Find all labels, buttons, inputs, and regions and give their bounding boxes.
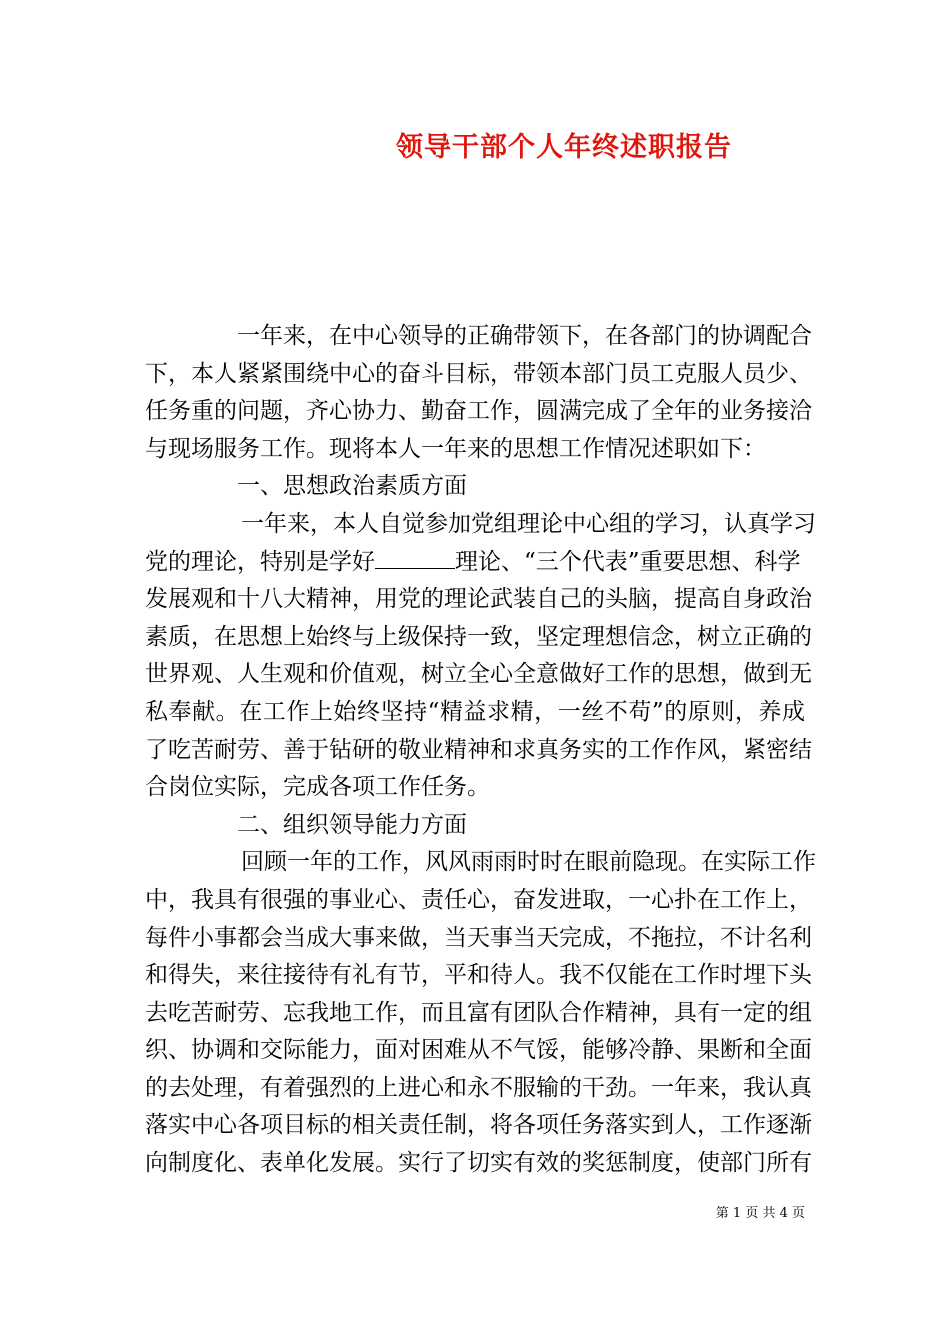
paragraph-line: 落实中心各项目标的相关责任制，将各项任务落实到人，工作逐渐: [145, 1112, 812, 1139]
paragraph-line: 每件小事都会当成大事来做，当天事当天完成，不拖拉，不计名利: [145, 924, 812, 951]
page-number-footer: 第 1 页 共 4 页: [715, 1206, 805, 1221]
paragraph-line: 回顾一年的工作，风风雨雨时时在眼前隐现。在实际工作: [241, 849, 816, 876]
document-body: [145, 318, 816, 1183]
paragraph-line: 世界观、人生观和价值观，树立全心全意做好工作的思想，做到无: [145, 661, 812, 688]
paragraph-fragment: 党的理论，特别是学好: [145, 548, 375, 575]
paragraph-line: 的去处理，有着强烈的上进心和永不服输的干劲。一年来，我认真: [145, 1074, 812, 1101]
paragraph-line: 私奉献。在工作上始终坚持“精益求精，一丝不苟”的原则，养成: [145, 698, 805, 725]
section-heading-2: 二、组织领导能力方面: [237, 811, 467, 838]
paragraph-line: 向制度化、表单化发展。实行了切实有效的奖惩制度，使部门所有: [145, 1150, 812, 1177]
paragraph-line: 去吃苦耐劳、忘我地工作，而且富有团队合作精神，具有一定的组: [145, 999, 812, 1026]
paragraph-line: 一年来，在中心领导的正确带领下，在各部门的协调配合: [237, 323, 812, 349]
paragraph-line-with-blank: [145, 544, 805, 582]
paragraph-line: 发展观和十八大精神，用党的理论武装自己的头脑，提高自身政治: [145, 586, 812, 613]
paragraph-line: 了吃苦耐劳、善于钻研的敬业精神和求真务实的工作作风，紧密结: [145, 736, 812, 763]
paragraph-line: 任务重的问题，齐心协力、勤奋工作，圆满完成了全年的业务接洽: [145, 398, 812, 425]
paragraph-line: 下，本人紧紧围绕中心的奋斗目标，带领本部门员工克服人员少、: [145, 360, 812, 387]
paragraph-line: 和得失，来往接待有礼有节，平和待人。我不仅能在工作时埋下头: [145, 962, 812, 989]
paragraph-fragment: 理论、“三个代表”重要思想、科学: [455, 548, 801, 575]
paragraph-line: 素质，在思想上始终与上级保持一致，坚定理想信念，树立正确的: [145, 623, 812, 650]
document-title: 领导干部个人年终述职报告: [396, 132, 732, 163]
paragraph-line: 中，我具有很强的事业心、责任心，奋发进取，一心扑在工作上，: [145, 886, 812, 913]
paragraph-line: 织、协调和交际能力，面对困难从不气馁，能够冷静、果断和全面: [145, 1037, 812, 1064]
section-heading-1: 一、思想政治素质方面: [237, 473, 467, 500]
fill-in-blank: [375, 548, 455, 569]
paragraph-line: 与现场服务工作。现将本人一年来的思想工作情况述职如下：: [145, 435, 766, 462]
paragraph-line: 合岗位实际，完成各项工作任务。: [145, 774, 490, 801]
paragraph-line: 一年来，本人自觉参加党组理论中心组的学习，认真学习: [241, 510, 816, 537]
